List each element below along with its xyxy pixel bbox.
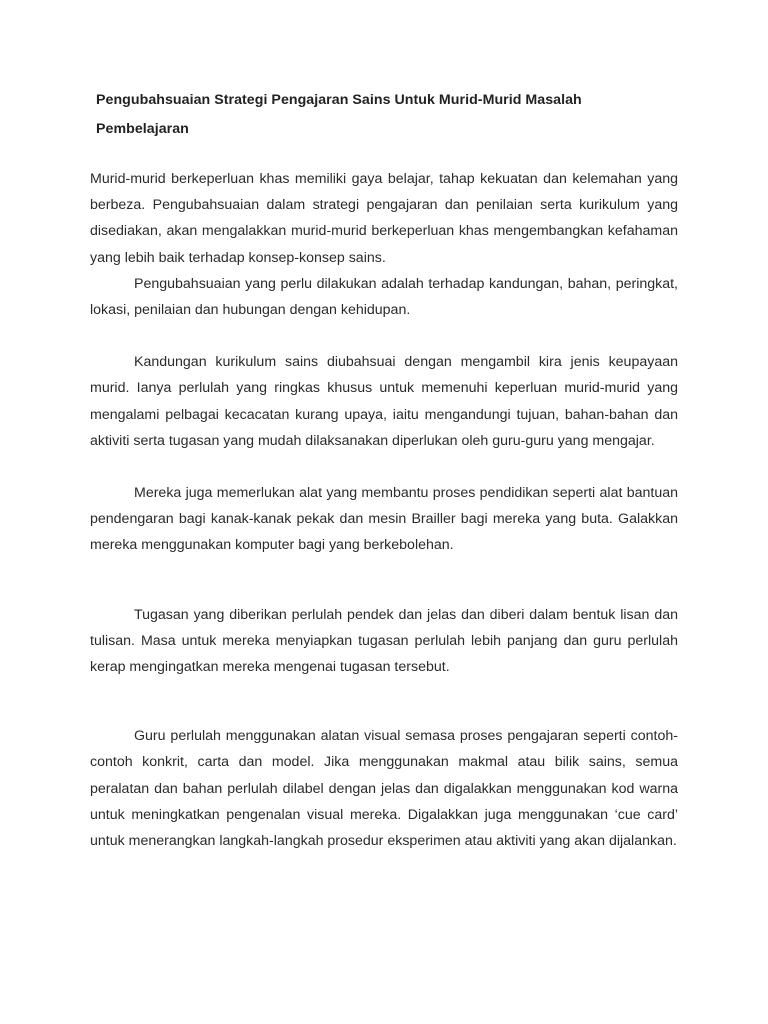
document-title: Pengubahsuaian Strategi Pengajaran Sains Untuk Murid-Murid Masalah Pembelajaran <box>96 92 582 137</box>
paragraph-curriculum-content: Kandungan kurikulum sains diubahsuai dengan mengambil kira jenis keupayaan murid. Ianya perlulah yang ringkas khusus untuk memenuhi keperluan murid-murid yang mengalami pelbagai kecacatan kurang upaya, iaitu mengandungi tujuan, bahan-bahan dan aktiviti serta tugasan yang mudah dilaksanakan diperlukan oleh guru-guru yang mengajar. <box>90 354 678 449</box>
paragraph-assistive-tools: Mereka juga memerlukan alat yang membantu proses pendidikan seperti alat bantuan pendengaran bagi kanak-kanak pekak dan mesin Brailler bagi mereka yang buta. Galakkan mereka menggunakan komputer bagi yang berkebolehan. <box>90 485 678 554</box>
document-page <box>90 86 678 854</box>
paragraph-visual-aids: Guru perlulah menggunakan alatan visual semasa proses pengajaran seperti contoh-contoh konkrit, carta dan model. Jika menggunakan makmal atau bilik sains, semua peralatan dan bahan perlulah dilabel dengan jelas dan digalakkan menggunakan kod warna untuk meningkatkan pengenalan visual mereka. Digalakkan juga menggunakan ‘cue card’ untuk menerangkan langkah-langkah prosedur eksperimen atau aktiviti yang akan dijalankan. <box>90 728 678 850</box>
paragraph-assignments: Tugasan yang diberikan perlulah pendek dan jelas dan diberi dalam bentuk lisan dan tulisan. Masa untuk mereka menyiapkan tugasan perlulah lebih panjang dan guru perlulah kerap mengingatkan mereka mengenai tugasan tersebut. <box>90 606 678 676</box>
paragraph-intro: Murid-murid berkeperluan khas memiliki gaya belajar, tahap kekuatan dan kelemahan yang berbeza. Pengubahsuaian dalam strategi pengajaran dan penilaian serta kurikulum yang disediakan, akan mengalakkan murid-murid berkeperluan khas mengembangkan kefahaman yang lebih baik terhadap konsep-konsep sains. <box>90 171 678 266</box>
paragraph-adaptation-areas: Pengubahsuaian yang perlu dilakukan adalah terhadap kandungan, bahan, peringkat, lokasi, penilaian dan hubungan dengan kehidupan. <box>90 275 678 319</box>
